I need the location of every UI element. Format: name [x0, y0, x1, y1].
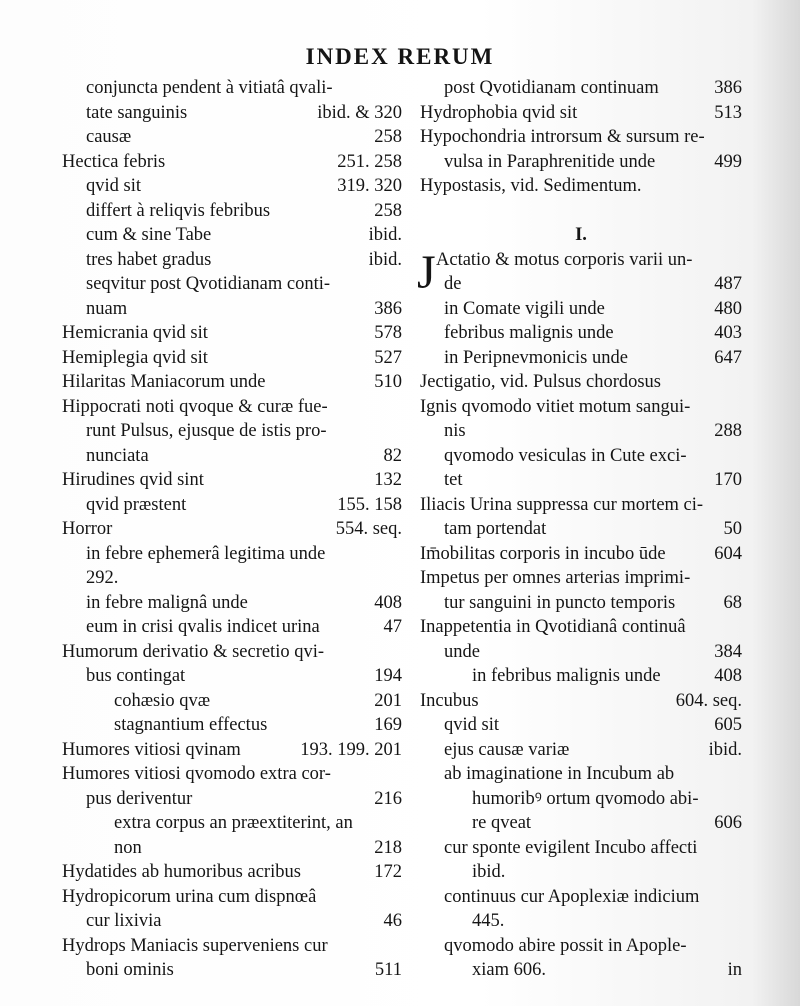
entry-page: ibid.: [708, 739, 742, 760]
entry-text: Humorum derivatio & secretio qvi-: [62, 641, 325, 662]
entry-text: boni ominis: [86, 960, 174, 980]
index-entry: [444, 272, 742, 297]
entry-page: 408: [374, 592, 402, 613]
entry-page: 218: [374, 837, 402, 858]
entry-page: 403: [714, 323, 742, 343]
index-entry: [62, 370, 402, 395]
index-entry: [444, 836, 742, 861]
index-entry: [444, 150, 742, 175]
entry-text: Hypochondria introrsum & sursum re-: [420, 127, 705, 147]
entry-text: cum & sine Tabe: [86, 225, 212, 245]
right-column: [417, 76, 742, 983]
index-entry: [114, 811, 402, 836]
entry-text: Ignis qvomodo vitiet motum sangui-: [420, 396, 691, 417]
entry-text: continuus cur Apoplexiæ indicium: [444, 886, 700, 907]
index-entry: [444, 934, 742, 959]
entry-text: Hydropicorum urina cum dispnœâ: [62, 886, 317, 907]
entry-text: cur lixivia: [86, 911, 162, 931]
entry-text: stagnantium effectus: [114, 715, 268, 735]
index-entry: [444, 76, 742, 101]
left-column: [62, 76, 402, 983]
entry-text: cur sponte evigilent Incubo affecti: [444, 837, 698, 858]
entry-text: Jectigatio, vid. Pulsus chordosus: [420, 372, 662, 392]
index-entry: [420, 370, 742, 395]
entry-text: Hydatides ab humoribus acribus: [62, 862, 301, 882]
index-entry: [86, 566, 402, 591]
index-entry: [62, 150, 402, 175]
entry-page: 386: [374, 298, 402, 319]
entry-text: in Comate vigili unde: [444, 298, 605, 319]
entry-page: 384: [714, 641, 742, 662]
entry-text: I.: [575, 225, 587, 245]
index-entry: [62, 860, 402, 885]
entry-text: in febribus malignis unde: [472, 666, 661, 686]
index-entry: [444, 517, 742, 542]
entry-text: Humores vitiosi qvomodo extra cor-: [62, 764, 331, 784]
index-entry: [86, 297, 402, 322]
entry-text: febribus malignis unde: [444, 323, 614, 343]
index-entry: [86, 174, 402, 199]
page-header: INDEX RERUM: [305, 44, 495, 69]
entry-page: 554. seq.: [335, 519, 402, 539]
index-entry: [86, 787, 402, 812]
index-entry: [420, 566, 742, 591]
index-entry: [444, 885, 742, 910]
index-entry: [86, 101, 402, 126]
entry-text: ab imaginatione in Incubum ab: [444, 764, 675, 784]
entry-page: 258: [374, 127, 402, 147]
index-entry: [86, 444, 402, 469]
entry-page: 578: [374, 323, 402, 343]
index-entry: [86, 542, 402, 567]
index-entry: [472, 860, 742, 885]
index-entry: [114, 836, 402, 861]
index-entry: [472, 787, 742, 812]
index-entry: [86, 615, 402, 640]
entry-text: 292.: [86, 568, 119, 588]
entry-page: 606: [714, 813, 742, 833]
entry-text: extra corpus an præextiterint, an: [114, 813, 353, 833]
entry-page: 604: [714, 543, 742, 564]
entry-text: tate sanguinis: [86, 102, 188, 123]
index-entry: [62, 738, 402, 763]
index-entry: [420, 493, 742, 518]
index-entry: [86, 125, 402, 150]
entry-text: Actatio & motus corporis varii un-: [436, 249, 693, 270]
entry-text: post Qvotidianam continuam: [444, 78, 659, 98]
entry-text: Hemiplegia qvid sit: [62, 347, 208, 368]
entry-text: runt Pulsus, ejusque de istis pro-: [86, 421, 327, 441]
entry-text: Im̄obilitas corporis in incubo ūde: [420, 543, 666, 564]
index-entry: [472, 664, 742, 689]
index-entry: [420, 125, 742, 150]
entry-text: Impetus per omnes arterias imprimi-: [420, 568, 691, 588]
index-entry: [444, 419, 742, 444]
index-entry: [62, 468, 402, 493]
entry-text: ejus causæ variæ: [444, 739, 570, 760]
entry-page: 319. 320: [337, 176, 402, 196]
entry-text: Horror: [62, 519, 113, 539]
entry-text: tur sanguini in puncto temporis: [444, 592, 676, 613]
index-entry: [444, 713, 742, 738]
entry-page: 216: [374, 788, 402, 809]
entry-text: cohæsio qvæ: [114, 690, 211, 711]
entry-text: xiam 606.: [472, 960, 546, 980]
index-entry: [420, 542, 742, 567]
entry-text: in febre malignâ unde: [86, 592, 248, 613]
entry-text: non: [114, 837, 142, 858]
index-entry: [86, 223, 402, 248]
entry-text: ibid.: [472, 862, 506, 882]
entry-text: Hydrophobia qvid sit: [420, 102, 578, 123]
entry-page: in: [727, 960, 742, 980]
index-entry: [86, 419, 402, 444]
entry-text: Hectica febris: [62, 151, 166, 172]
entry-page: 251. 258: [337, 151, 402, 172]
entry-text: nuam: [86, 298, 128, 319]
entry-page: 499: [714, 151, 742, 172]
index-entry: [62, 640, 402, 665]
index-entry: [420, 615, 742, 640]
entry-text: tres habet gradus: [86, 249, 212, 270]
entry-page: 132: [374, 470, 402, 490]
entry-page: 604. seq.: [675, 690, 742, 711]
entry-text: tet: [444, 470, 463, 490]
index-entry: [62, 762, 402, 787]
index-entry: [420, 395, 742, 420]
entry-text: causæ: [86, 127, 132, 147]
entry-page: ibid.: [368, 225, 402, 245]
entry-text: Iliacis Urina suppressa cur mortem ci-: [420, 494, 704, 515]
entry-text: de: [444, 274, 462, 294]
entry-page: 47: [383, 617, 402, 637]
entry-text: qvid sit: [86, 176, 141, 196]
entry-page: 68: [723, 592, 742, 613]
index-entry: [420, 689, 742, 714]
entry-text: Hilaritas Maniacorum unde: [62, 372, 266, 392]
entry-text: Hypostasis, vid. Sedimentum.: [420, 176, 642, 196]
entry-text: vulsa in Paraphrenitide unde: [444, 151, 656, 172]
entry-page: 172: [374, 862, 402, 882]
entry-text: qvomodo abire possit in Apople-: [444, 935, 687, 956]
entry-page: 527: [374, 347, 402, 368]
entry-page: 386: [714, 78, 742, 98]
entry-text: Hippocrati noti qvoque & curæ fue-: [62, 396, 328, 417]
index-entry: [62, 395, 402, 420]
index-entry: [62, 346, 402, 371]
index-entry: [62, 885, 402, 910]
entry-page: 408: [714, 666, 742, 686]
entry-page: 155. 158: [337, 494, 402, 515]
index-entry: [86, 199, 402, 224]
entry-page: 487: [714, 274, 742, 294]
entry-text: tam portendat: [444, 519, 547, 539]
index-entry: [86, 76, 402, 101]
entry-page: 50: [723, 519, 742, 539]
entry-text: unde: [444, 641, 480, 662]
entry-text: qvid præstent: [86, 494, 187, 515]
index-entry: [444, 640, 742, 665]
entry-text: conjuncta pendent à vitiatâ qvali-: [86, 78, 333, 98]
entry-text: in febre ephemerâ legitima unde: [86, 543, 326, 564]
entry-text: Hirudines qvid sint: [62, 470, 204, 490]
index-entry: [444, 738, 742, 763]
entry-text: humoribꝰ ortum qvomodo abi-: [472, 788, 699, 809]
entry-page: 605: [714, 715, 742, 735]
index-entry: [444, 762, 742, 787]
index-entry: [86, 909, 402, 934]
entry-page: 194: [374, 666, 402, 686]
drop-cap: J: [417, 245, 436, 299]
index-entry: [420, 223, 742, 248]
entry-text: pus deriventur: [86, 788, 193, 809]
entry-text: differt à reliqvis febribus: [86, 200, 271, 221]
index-entry: [444, 444, 742, 469]
entry-text: re qveat: [472, 813, 532, 833]
entry-page: ibid.: [368, 249, 402, 270]
entry-text: 445.: [472, 911, 505, 931]
index-entry: [472, 909, 742, 934]
entry-page: 511: [374, 960, 402, 980]
index-entry: [86, 664, 402, 689]
index-entry: [62, 934, 402, 959]
entry-text: qvid sit: [444, 715, 499, 735]
entry-page: ibid. & 320: [317, 102, 402, 123]
entry-text: seqvitur post Qvotidianam conti-: [86, 274, 331, 294]
index-entry: [420, 174, 742, 199]
entry-page: 288: [714, 421, 742, 441]
index-entry: [86, 591, 402, 616]
index-entry: [472, 958, 742, 983]
entry-page: 513: [714, 102, 742, 123]
index-entry: [114, 713, 402, 738]
entry-text: Inappetentia in Qvotidianâ continuâ: [420, 617, 686, 637]
entry-text: qvomodo vesiculas in Cute exci-: [444, 445, 687, 466]
index-entry: [62, 321, 402, 346]
entry-page: 480: [714, 298, 742, 319]
entry-text: Hydrops Maniacis superveniens cur: [62, 935, 328, 956]
entry-page: 170: [714, 470, 742, 490]
index-entry: [444, 468, 742, 493]
index-entry: [62, 517, 402, 542]
entry-page: 258: [374, 200, 402, 221]
index-entry: [444, 346, 742, 371]
index-entry: [86, 958, 402, 983]
index-entry: [420, 199, 742, 224]
entry-page: 201: [374, 690, 402, 711]
entry-text: Humores vitiosi qvinam: [62, 739, 241, 760]
entry-page: 82: [383, 445, 402, 466]
entry-page: 510: [374, 372, 402, 392]
index-entry: [86, 493, 402, 518]
entry-text: Hemicrania qvid sit: [62, 323, 208, 343]
index-entry: [444, 321, 742, 346]
entry-page: 193. 199. 201: [300, 739, 402, 760]
entry-text: Incubus: [420, 690, 479, 711]
index-entry: [86, 272, 402, 297]
index-entry: [86, 248, 402, 273]
entry-text: in Peripnevmonicis unde: [444, 347, 628, 368]
entry-text: eum in crisi qvalis indicet urina: [86, 617, 320, 637]
index-entry: [444, 591, 742, 616]
entry-text: nis: [444, 421, 466, 441]
entry-text: nunciata: [86, 445, 149, 466]
index-entry: [114, 689, 402, 714]
index-entry: [420, 101, 742, 126]
entry-text: bus contingat: [86, 666, 186, 686]
entry-page: 46: [383, 911, 402, 931]
entry-page: 647: [714, 347, 742, 368]
index-entry: [444, 297, 742, 322]
index-entry: [472, 811, 742, 836]
entry-page: 169: [374, 715, 402, 735]
